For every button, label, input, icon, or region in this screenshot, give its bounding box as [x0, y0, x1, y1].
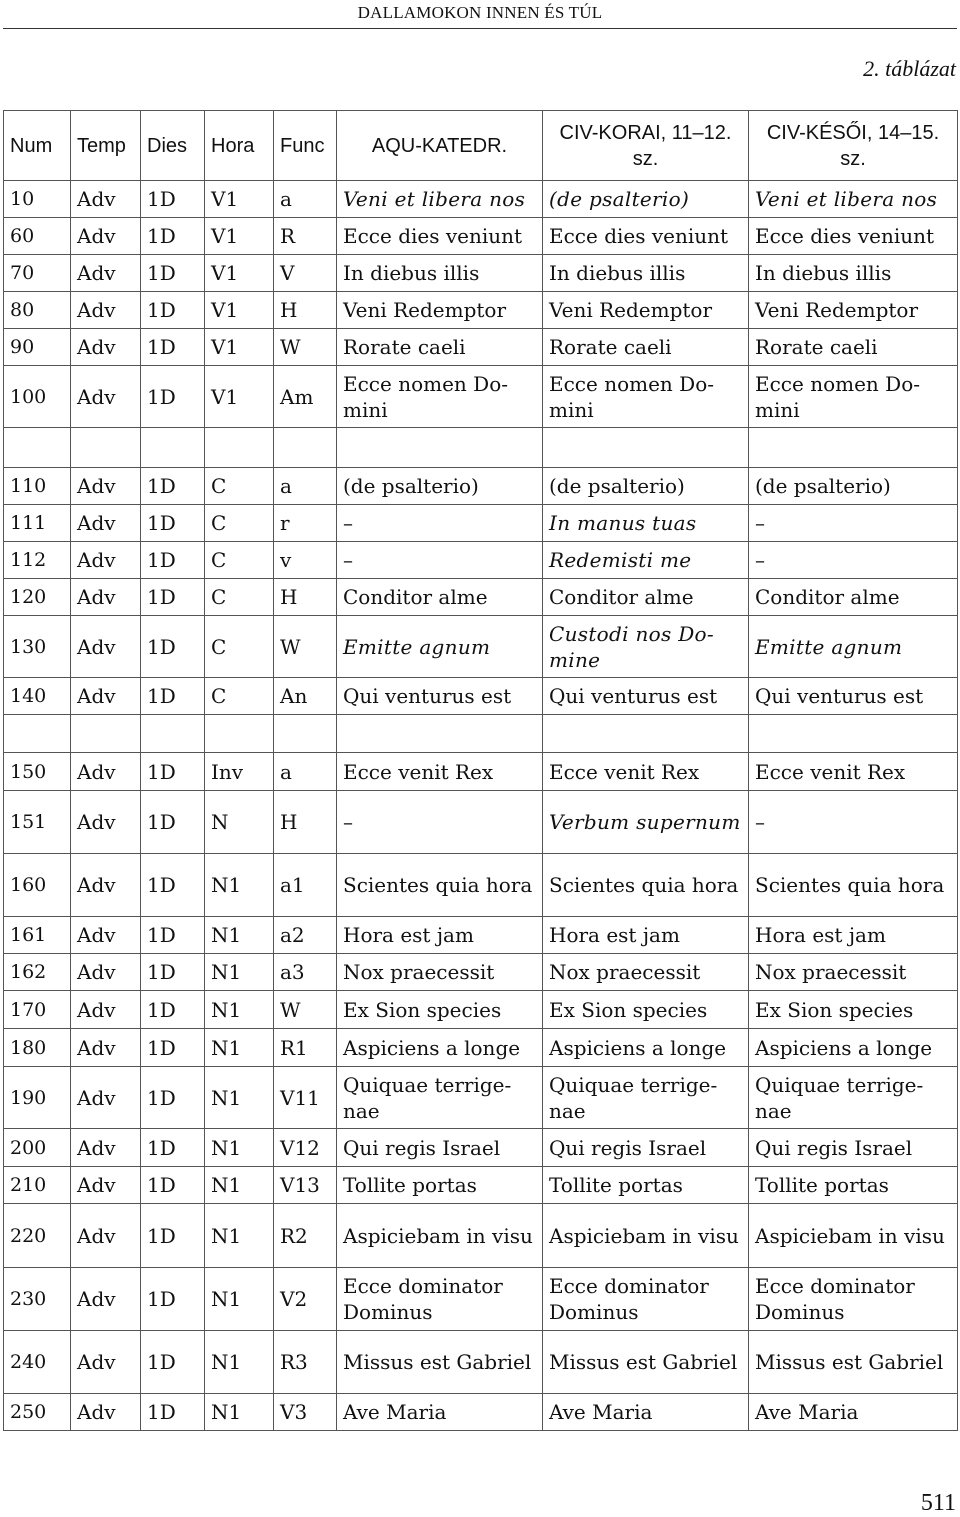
cell-temp: Adv [71, 1067, 141, 1129]
cell-civ-korai: In manus tuas [543, 505, 749, 542]
cell-aqu-katedr: Quiquae terrigenae [337, 1067, 543, 1129]
cell-func: V11 [274, 1067, 337, 1129]
cell-func: R3 [274, 1331, 337, 1394]
cell-hora: C [205, 678, 274, 715]
cell-civ-kesoi: Ecce nomen Domini [749, 366, 958, 428]
table-row [4, 954, 958, 991]
cell-civ-korai: Aspiciebam in visu [543, 1204, 749, 1268]
cell-civ-kesoi: Hora est jam [749, 917, 958, 954]
cell-num: 151 [4, 791, 71, 854]
cell-temp: Adv [71, 1204, 141, 1268]
cell-civ-kesoi: Qui venturus est [749, 678, 958, 715]
cell-civ-kesoi: Emitte agnum [749, 616, 958, 678]
cell-civ-kesoi: Ecce dominator Dominus [749, 1268, 958, 1331]
cell-func: W [274, 329, 337, 366]
cell-temp: Adv [71, 1167, 141, 1204]
cell-temp: Adv [71, 917, 141, 954]
empty-cell [205, 428, 274, 468]
cell-hora: N1 [205, 1394, 274, 1431]
cell-dies: 1D [141, 1167, 205, 1204]
cell-func: a1 [274, 854, 337, 917]
cell-aqu-katedr: Nox praecessit [337, 954, 543, 991]
table-row [4, 181, 958, 218]
cell-temp: Adv [71, 1268, 141, 1331]
cell-hora: V1 [205, 292, 274, 329]
cell-civ-kesoi: Aspiciens a longe [749, 1029, 958, 1067]
cell-civ-kesoi: Quiquae terrigenae [749, 1067, 958, 1129]
cell-temp: Adv [71, 366, 141, 428]
empty-cell [4, 715, 71, 753]
empty-cell [337, 428, 543, 468]
cell-aqu-katedr: Ecce dies veniunt [337, 218, 543, 255]
cell-num: 112 [4, 542, 71, 579]
cell-dies: 1D [141, 1331, 205, 1394]
cell-temp: Adv [71, 218, 141, 255]
empty-cell [205, 715, 274, 753]
cell-hora: C [205, 505, 274, 542]
cell-civ-korai: Tollite portas [543, 1167, 749, 1204]
cell-civ-kesoi: Qui regis Israel [749, 1129, 958, 1167]
cell-temp: Adv [71, 991, 141, 1029]
cell-num: 130 [4, 616, 71, 678]
empty-cell [543, 428, 749, 468]
cell-hora: N1 [205, 1331, 274, 1394]
cell-temp: Adv [71, 579, 141, 616]
cell-civ-korai: In diebus illis [543, 255, 749, 292]
cell-func: r [274, 505, 337, 542]
table-row [4, 1204, 958, 1268]
cell-aqu-katedr: Ecce venit Rex [337, 753, 543, 791]
cell-civ-kesoi: Missus est Gabriel [749, 1331, 958, 1394]
cell-civ-kesoi: Ex Sion species [749, 991, 958, 1029]
cell-aqu-katedr: Rorate caeli [337, 329, 543, 366]
cell-num: 60 [4, 218, 71, 255]
cell-aqu-katedr: Veni et libera nos [337, 181, 543, 218]
cell-aqu-katedr: Hora est jam [337, 917, 543, 954]
cell-civ-kesoi: Ave Maria [749, 1394, 958, 1431]
cell-civ-korai: (de psalterio) [543, 468, 749, 505]
cell-temp: Adv [71, 1029, 141, 1067]
table-row [4, 468, 958, 505]
cell-num: 70 [4, 255, 71, 292]
cell-temp: Adv [71, 181, 141, 218]
cell-aqu-katedr: Missus est Gabriel [337, 1331, 543, 1394]
cell-temp: Adv [71, 292, 141, 329]
cell-civ-korai: Ecce nomen Domini [543, 366, 749, 428]
table-row [4, 991, 958, 1029]
cell-num: 90 [4, 329, 71, 366]
cell-hora: V1 [205, 366, 274, 428]
cell-func: W [274, 616, 337, 678]
cell-dies: 1D [141, 218, 205, 255]
cell-hora: N1 [205, 1268, 274, 1331]
cell-dies: 1D [141, 954, 205, 991]
cell-hora: N1 [205, 854, 274, 917]
empty-cell [71, 428, 141, 468]
cell-num: 150 [4, 753, 71, 791]
cell-num: 170 [4, 991, 71, 1029]
cell-hora: N1 [205, 954, 274, 991]
cell-dies: 1D [141, 542, 205, 579]
cell-civ-korai: Aspiciens a longe [543, 1029, 749, 1067]
cell-civ-kesoi: Tollite portas [749, 1167, 958, 1204]
cell-temp: Adv [71, 1129, 141, 1167]
col-header-civ-kesoi: CIV-KÉSŐI, 14–15. sz. [749, 111, 958, 181]
cell-hora: N1 [205, 1167, 274, 1204]
cell-aqu-katedr: Qui regis Israel [337, 1129, 543, 1167]
cell-func: H [274, 579, 337, 616]
cell-aqu-katedr: – [337, 505, 543, 542]
cell-civ-korai: Ecce venit Rex [543, 753, 749, 791]
cell-hora: C [205, 616, 274, 678]
chant-table [3, 110, 958, 1431]
cell-civ-korai: Ecce dies veniunt [543, 218, 749, 255]
cell-num: 110 [4, 468, 71, 505]
cell-func: V12 [274, 1129, 337, 1167]
cell-civ-kesoi: Veni Redemptor [749, 292, 958, 329]
cell-temp: Adv [71, 542, 141, 579]
cell-aqu-katedr: – [337, 791, 543, 854]
table-row [4, 329, 958, 366]
cell-civ-korai: Hora est jam [543, 917, 749, 954]
table-header-row [4, 111, 958, 181]
cell-civ-korai: Redemisti me [543, 542, 749, 579]
cell-hora: C [205, 468, 274, 505]
cell-func: R1 [274, 1029, 337, 1067]
cell-civ-korai: Ave Maria [543, 1394, 749, 1431]
cell-civ-korai: Qui venturus est [543, 678, 749, 715]
cell-temp: Adv [71, 791, 141, 854]
cell-hora: V1 [205, 255, 274, 292]
cell-civ-korai: Conditor alme [543, 579, 749, 616]
col-header-num: Num [4, 111, 71, 181]
empty-cell [141, 715, 205, 753]
cell-dies: 1D [141, 579, 205, 616]
cell-dies: 1D [141, 1204, 205, 1268]
cell-func: V3 [274, 1394, 337, 1431]
cell-hora: V1 [205, 329, 274, 366]
cell-num: 200 [4, 1129, 71, 1167]
cell-num: 220 [4, 1204, 71, 1268]
table-row [4, 616, 958, 678]
cell-civ-kesoi: (de psalterio) [749, 468, 958, 505]
table-row [4, 1067, 958, 1129]
cell-num: 190 [4, 1067, 71, 1129]
cell-aqu-katedr: Qui venturus est [337, 678, 543, 715]
cell-dies: 1D [141, 181, 205, 218]
table-row [4, 505, 958, 542]
cell-num: 120 [4, 579, 71, 616]
table-row [4, 579, 958, 616]
cell-num: 240 [4, 1331, 71, 1394]
cell-hora: N1 [205, 917, 274, 954]
cell-dies: 1D [141, 505, 205, 542]
cell-num: 80 [4, 292, 71, 329]
cell-dies: 1D [141, 991, 205, 1029]
cell-dies: 1D [141, 1268, 205, 1331]
cell-num: 161 [4, 917, 71, 954]
cell-num: 160 [4, 854, 71, 917]
cell-hora: C [205, 542, 274, 579]
cell-civ-korai: Rorate caeli [543, 329, 749, 366]
table-row [4, 1029, 958, 1067]
table-row [4, 292, 958, 329]
empty-cell [4, 428, 71, 468]
cell-func: V13 [274, 1167, 337, 1204]
table-row [4, 854, 958, 917]
cell-temp: Adv [71, 616, 141, 678]
cell-temp: Adv [71, 753, 141, 791]
col-header-dies: Dies [141, 111, 205, 181]
cell-func: a [274, 468, 337, 505]
cell-civ-kesoi: – [749, 791, 958, 854]
col-header-temp: Temp [71, 111, 141, 181]
cell-func: H [274, 292, 337, 329]
cell-func: a [274, 753, 337, 791]
empty-cell [749, 428, 958, 468]
col-header-civ-korai: CIV-KORAI, 11–12. sz. [543, 111, 749, 181]
cell-dies: 1D [141, 854, 205, 917]
empty-cell [274, 428, 337, 468]
table-row [4, 255, 958, 292]
cell-civ-korai: Quiquae terrigenae [543, 1067, 749, 1129]
cell-hora: V1 [205, 218, 274, 255]
cell-civ-kesoi: Ecce venit Rex [749, 753, 958, 791]
cell-civ-kesoi: Rorate caeli [749, 329, 958, 366]
cell-aqu-katedr: Ave Maria [337, 1394, 543, 1431]
table-row [4, 753, 958, 791]
cell-dies: 1D [141, 292, 205, 329]
cell-func: R2 [274, 1204, 337, 1268]
cell-func: W [274, 991, 337, 1029]
header-rule [3, 28, 957, 29]
cell-hora: N [205, 791, 274, 854]
cell-aqu-katedr: Aspiciens a longe [337, 1029, 543, 1067]
cell-num: 100 [4, 366, 71, 428]
empty-cell [274, 715, 337, 753]
cell-hora: C [205, 579, 274, 616]
cell-aqu-katedr: Tollite portas [337, 1167, 543, 1204]
table-row [4, 1167, 958, 1204]
cell-dies: 1D [141, 616, 205, 678]
cell-temp: Adv [71, 468, 141, 505]
table-row [4, 218, 958, 255]
table-caption: 2. táblázat [863, 56, 956, 81]
cell-civ-kesoi: Ecce dies veniunt [749, 218, 958, 255]
empty-cell [337, 715, 543, 753]
cell-civ-korai: Ex Sion species [543, 991, 749, 1029]
cell-civ-kesoi: Veni et libera nos [749, 181, 958, 218]
cell-civ-korai: Veni Redemptor [543, 292, 749, 329]
cell-dies: 1D [141, 1067, 205, 1129]
cell-hora: N1 [205, 991, 274, 1029]
table-row [4, 366, 958, 428]
cell-num: 10 [4, 181, 71, 218]
cell-func: V [274, 255, 337, 292]
cell-func: v [274, 542, 337, 579]
cell-hora: V1 [205, 181, 274, 218]
cell-hora: N1 [205, 1029, 274, 1067]
cell-aqu-katedr: In diebus illis [337, 255, 543, 292]
cell-civ-korai: Ecce dominator Dominus [543, 1268, 749, 1331]
cell-civ-korai: Qui regis Israel [543, 1129, 749, 1167]
cell-civ-kesoi: Aspiciebam in visu [749, 1204, 958, 1268]
cell-func: An [274, 678, 337, 715]
cell-num: 250 [4, 1394, 71, 1431]
cell-dies: 1D [141, 329, 205, 366]
cell-dies: 1D [141, 753, 205, 791]
empty-cell [71, 715, 141, 753]
cell-dies: 1D [141, 917, 205, 954]
cell-aqu-katedr: (de psalterio) [337, 468, 543, 505]
cell-civ-korai: Custodi nos Domine [543, 616, 749, 678]
cell-temp: Adv [71, 954, 141, 991]
table-row [4, 1394, 958, 1431]
table-row [4, 917, 958, 954]
cell-func: H [274, 791, 337, 854]
cell-temp: Adv [71, 329, 141, 366]
cell-temp: Adv [71, 1331, 141, 1394]
table-row [4, 1268, 958, 1331]
cell-aqu-katedr: Scientes quia hora [337, 854, 543, 917]
cell-aqu-katedr: Veni Redemptor [337, 292, 543, 329]
cell-civ-korai: (de psalterio) [543, 181, 749, 218]
cell-temp: Adv [71, 1394, 141, 1431]
cell-dies: 1D [141, 1394, 205, 1431]
cell-num: 180 [4, 1029, 71, 1067]
cell-civ-kesoi: Conditor alme [749, 579, 958, 616]
table-row [4, 791, 958, 854]
table-spacer-row [4, 428, 958, 468]
cell-num: 230 [4, 1268, 71, 1331]
table-body [4, 181, 958, 1431]
cell-civ-kesoi: Scientes quia hora [749, 854, 958, 917]
table-row [4, 678, 958, 715]
cell-dies: 1D [141, 1129, 205, 1167]
cell-func: V2 [274, 1268, 337, 1331]
table-row [4, 1129, 958, 1167]
cell-temp: Adv [71, 854, 141, 917]
col-header-hora: Hora [205, 111, 274, 181]
cell-dies: 1D [141, 791, 205, 854]
cell-civ-kesoi: – [749, 542, 958, 579]
running-header: DALLAMOKON INNEN ÉS TÚL [357, 3, 603, 22]
cell-civ-kesoi: Nox praecessit [749, 954, 958, 991]
cell-civ-kesoi: – [749, 505, 958, 542]
cell-aqu-katedr: Conditor alme [337, 579, 543, 616]
cell-dies: 1D [141, 366, 205, 428]
empty-cell [543, 715, 749, 753]
col-header-func: Func [274, 111, 337, 181]
cell-aqu-katedr: Emitte agnum [337, 616, 543, 678]
empty-cell [749, 715, 958, 753]
cell-hora: N1 [205, 1204, 274, 1268]
cell-temp: Adv [71, 505, 141, 542]
cell-hora: Inv [205, 753, 274, 791]
cell-func: a [274, 181, 337, 218]
table-spacer-row [4, 715, 958, 753]
cell-func: Am [274, 366, 337, 428]
cell-temp: Adv [71, 678, 141, 715]
cell-aqu-katedr: Ex Sion species [337, 991, 543, 1029]
cell-dies: 1D [141, 255, 205, 292]
cell-aqu-katedr: – [337, 542, 543, 579]
cell-aqu-katedr: Aspiciebam in visu [337, 1204, 543, 1268]
table-row [4, 1331, 958, 1394]
cell-civ-kesoi: In diebus illis [749, 255, 958, 292]
cell-func: R [274, 218, 337, 255]
table-row [4, 542, 958, 579]
col-header-aqu-katedr: AQU-KATEDR. [337, 111, 543, 181]
cell-dies: 1D [141, 468, 205, 505]
empty-cell [141, 428, 205, 468]
cell-hora: N1 [205, 1129, 274, 1167]
cell-aqu-katedr: Ecce nomen Domini [337, 366, 543, 428]
cell-civ-korai: Nox praecessit [543, 954, 749, 991]
page-number: 511 [920, 1490, 956, 1516]
cell-num: 210 [4, 1167, 71, 1204]
cell-dies: 1D [141, 1029, 205, 1067]
cell-civ-korai: Verbum supernum [543, 791, 749, 854]
cell-dies: 1D [141, 678, 205, 715]
cell-num: 111 [4, 505, 71, 542]
cell-hora: N1 [205, 1067, 274, 1129]
cell-aqu-katedr: Ecce dominator Dominus [337, 1268, 543, 1331]
cell-civ-korai: Missus est Gabriel [543, 1331, 749, 1394]
cell-civ-korai: Scientes quia hora [543, 854, 749, 917]
cell-func: a3 [274, 954, 337, 991]
cell-temp: Adv [71, 255, 141, 292]
cell-func: a2 [274, 917, 337, 954]
cell-num: 162 [4, 954, 71, 991]
cell-num: 140 [4, 678, 71, 715]
